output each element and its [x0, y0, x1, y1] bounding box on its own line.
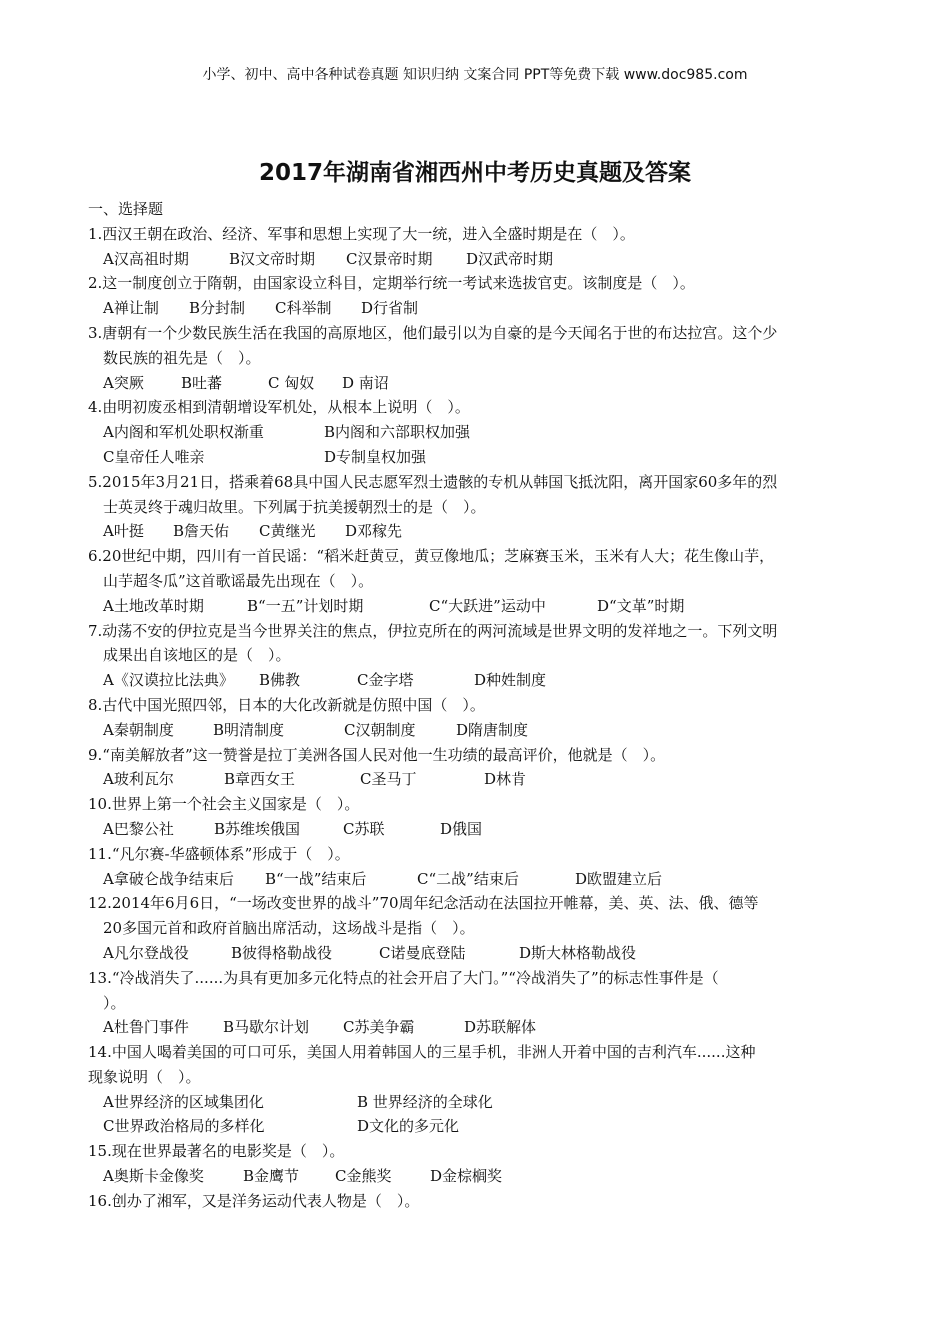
option-b: B吐蕃 — [181, 373, 223, 392]
question-3-options — [88, 371, 863, 396]
question-6-options — [88, 594, 863, 619]
question-7-stem: 7.动荡不安的伊拉克是当今世界关注的焦点，伊拉克所在的两河流域是世界文明的发祥地之一。下列文明 — [88, 621, 778, 640]
page-title: 2017年湖南省湘西州中考历史真题及答案 — [258, 160, 691, 186]
section-heading: 一、选择题 — [88, 200, 164, 218]
question-6-stem-cont: 山芋超冬瓜”这首歌谣最先出现在（ ）。 — [103, 571, 374, 590]
question-14-options-row1 — [88, 1090, 863, 1115]
option-c: C汉景帝时期 — [346, 249, 433, 268]
option-d: D邓稼先 — [345, 522, 403, 541]
option-b: B詹天佑 — [173, 522, 230, 541]
question-9-options — [88, 767, 863, 792]
option-d: D斯大林格勒战役 — [519, 943, 637, 962]
option-d: D专制皇权加强 — [324, 447, 427, 466]
option-a: A汉高祖时期 — [103, 249, 189, 268]
option-b: B彼得格勒战役 — [231, 943, 333, 962]
question-7-stem-cont: 成果出自该地区的是（ ）。 — [103, 646, 291, 665]
option-c: C 匈奴 — [268, 373, 315, 392]
option-b: B苏维埃俄国 — [214, 819, 301, 838]
option-c: C金字塔 — [357, 671, 414, 690]
option-d: D隋唐制度 — [456, 720, 529, 739]
question-12-stem: 12.2014年6月6日，“一场改变世界的战斗”70周年纪念活动在法国拉开帷幕，美、英、法、俄、德等 — [88, 894, 759, 913]
option-d: D林肯 — [484, 770, 527, 789]
question-10-options — [88, 817, 863, 842]
question-3-stem-cont: 数民族的祖先是（ ）。 — [103, 348, 261, 367]
option-a: A突厥 — [103, 373, 144, 392]
option-c: C汉朝制度 — [344, 720, 416, 739]
option-d: D行省制 — [361, 299, 419, 318]
option-d: D种姓制度 — [474, 671, 547, 690]
question-2-options — [88, 296, 863, 321]
option-d: D文化的多元化 — [357, 1117, 460, 1136]
option-c: C黄继光 — [259, 522, 316, 541]
option-b: B内阁和六部职权加强 — [324, 423, 471, 442]
option-a: A内阁和军机处职权渐重 — [103, 423, 264, 442]
option-a: A土地改革时期 — [103, 596, 204, 615]
option-c: C“大跃进”运动中 — [429, 596, 546, 615]
question-13-stem-cont: ）。 — [103, 993, 126, 1012]
option-a: A禅让制 — [103, 299, 159, 318]
option-d: D欧盟建立后 — [575, 869, 663, 888]
option-b: B马歇尔计划 — [223, 1018, 310, 1037]
option-d: D苏联解体 — [464, 1018, 537, 1037]
question-14-options-row2 — [88, 1114, 863, 1139]
option-c: C“二战”结束后 — [417, 869, 519, 888]
option-b: B明清制度 — [213, 720, 285, 739]
option-a: A凡尔登战役 — [103, 943, 189, 962]
question-15-stem: 15.现在世界最著名的电影奖是（ ）。 — [88, 1142, 345, 1161]
question-4-options-row2 — [88, 445, 863, 470]
question-16-stem: 16.创办了湘军，又是洋务运动代表人物是（ ）。 — [88, 1191, 420, 1210]
option-d: D 南诏 — [342, 373, 389, 392]
question-11-stem: 11.“凡尔赛-华盛顿体系”形成于（ ）。 — [88, 844, 350, 863]
question-5-options — [88, 519, 863, 544]
question-5-stem-cont: 士英灵终于魂归故里。下列属于抗美援朝烈士的是（ ）。 — [103, 497, 486, 516]
option-c: C金熊奖 — [335, 1167, 392, 1186]
option-d: D“文革”时期 — [597, 596, 685, 615]
question-6-stem: 6.20世纪中期，四川有一首民谣：“稻米赶黄豆，黄豆像地瓜；芝麻赛玉米，玉米有人大；花生像山芋， — [88, 547, 775, 566]
question-4-stem: 4.由明初废丞相到清朝增设军机处，从根本上说明（ ）。 — [88, 398, 470, 417]
question-13-options — [88, 1015, 863, 1040]
question-4-options-row1 — [88, 420, 863, 445]
question-12-options — [88, 941, 863, 966]
question-2-stem: 2.这一制度创立于隋朝，由国家设立科目，定期举行统一考试来选拔官吏。该制度是（ ）。 — [88, 274, 695, 293]
option-c: C世界政治格局的多样化 — [103, 1117, 265, 1136]
option-b: B“一五”计划时期 — [247, 596, 364, 615]
option-d: D金棕榈奖 — [430, 1167, 503, 1186]
question-14-stem: 14.中国人喝着美国的可口可乐，美国人用着韩国人的三星手机，非洲人开着中国的吉利汽车......这种 — [88, 1043, 756, 1062]
option-a: A拿破仑战争结束后 — [103, 869, 234, 888]
option-a: A杜鲁门事件 — [103, 1018, 189, 1037]
question-3-stem: 3.唐朝有一个少数民族生活在我国的高原地区，他们最引以为自豪的是今天闻名于世的布达拉宫。这个少 — [88, 323, 778, 342]
option-c: C皇帝任人唯亲 — [103, 447, 205, 466]
question-1-stem: 1.西汉王朝在政治、经济、军事和思想上实现了大一统，进入全盛时期是在（ ）。 — [88, 224, 635, 243]
option-b: B汉文帝时期 — [229, 249, 316, 268]
option-b: B金鹰节 — [243, 1167, 300, 1186]
option-b: B章西女王 — [224, 770, 296, 789]
option-a: A叶挺 — [103, 522, 144, 541]
question-8-options — [88, 718, 863, 743]
option-d: D俄国 — [440, 819, 483, 838]
option-a: A奥斯卡金像奖 — [103, 1167, 204, 1186]
option-a: A《汉谟拉比法典》 — [103, 671, 234, 690]
page-header: 小学、初中、高中各种试卷真题 知识归纳 文案合同 PPT等免费下载 www.doc985.com — [202, 67, 748, 83]
option-b: B 世界经济的全球化 — [357, 1092, 493, 1111]
question-1-options — [88, 247, 863, 272]
option-c: C圣马丁 — [360, 770, 417, 789]
question-7-options — [88, 668, 863, 693]
option-a: A世界经济的区域集团化 — [103, 1092, 264, 1111]
option-c: C诺曼底登陆 — [379, 943, 466, 962]
option-c: C苏联 — [343, 819, 385, 838]
question-9-stem: 9.“南美解放者”这一赞誉是拉丁美洲各国人民对他一生功绩的最高评价，他就是（ ）。 — [88, 745, 666, 764]
option-b: B佛教 — [259, 671, 301, 690]
question-13-stem: 13.“冷战消失了......为具有更加多元化特点的社会开启了大门。”“冷战消失了”的标志性事件是（ — [88, 968, 719, 987]
question-10-stem: 10.世界上第一个社会主义国家是（ ）。 — [88, 795, 360, 814]
question-11-options — [88, 867, 863, 892]
option-a: A玻利瓦尔 — [103, 770, 174, 789]
question-15-options — [88, 1164, 863, 1189]
question-5-stem: 5.2015年3月21日，搭乘着68具中国人民志愿军烈士遗骸的专机从韩国飞抵沈阳，离开国家60多年的烈 — [88, 472, 778, 491]
option-a: A巴黎公社 — [103, 819, 174, 838]
option-b: B分封制 — [189, 299, 246, 318]
option-a: A秦朝制度 — [103, 720, 174, 739]
question-14-stem-cont: 现象说明（ ）。 — [88, 1067, 201, 1086]
question-list — [88, 197, 863, 1214]
question-12-stem-cont: 20多国元首和政府首脑出席活动，这场战斗是指（ ）。 — [103, 919, 475, 938]
option-d: D汉武帝时期 — [466, 249, 554, 268]
option-c: C科举制 — [275, 299, 332, 318]
question-8-stem: 8.古代中国光照四邻，日本的大化改新就是仿照中国（ ）。 — [88, 695, 485, 714]
option-c: C苏美争霸 — [343, 1018, 415, 1037]
option-b: B“一战”结束后 — [265, 869, 367, 888]
